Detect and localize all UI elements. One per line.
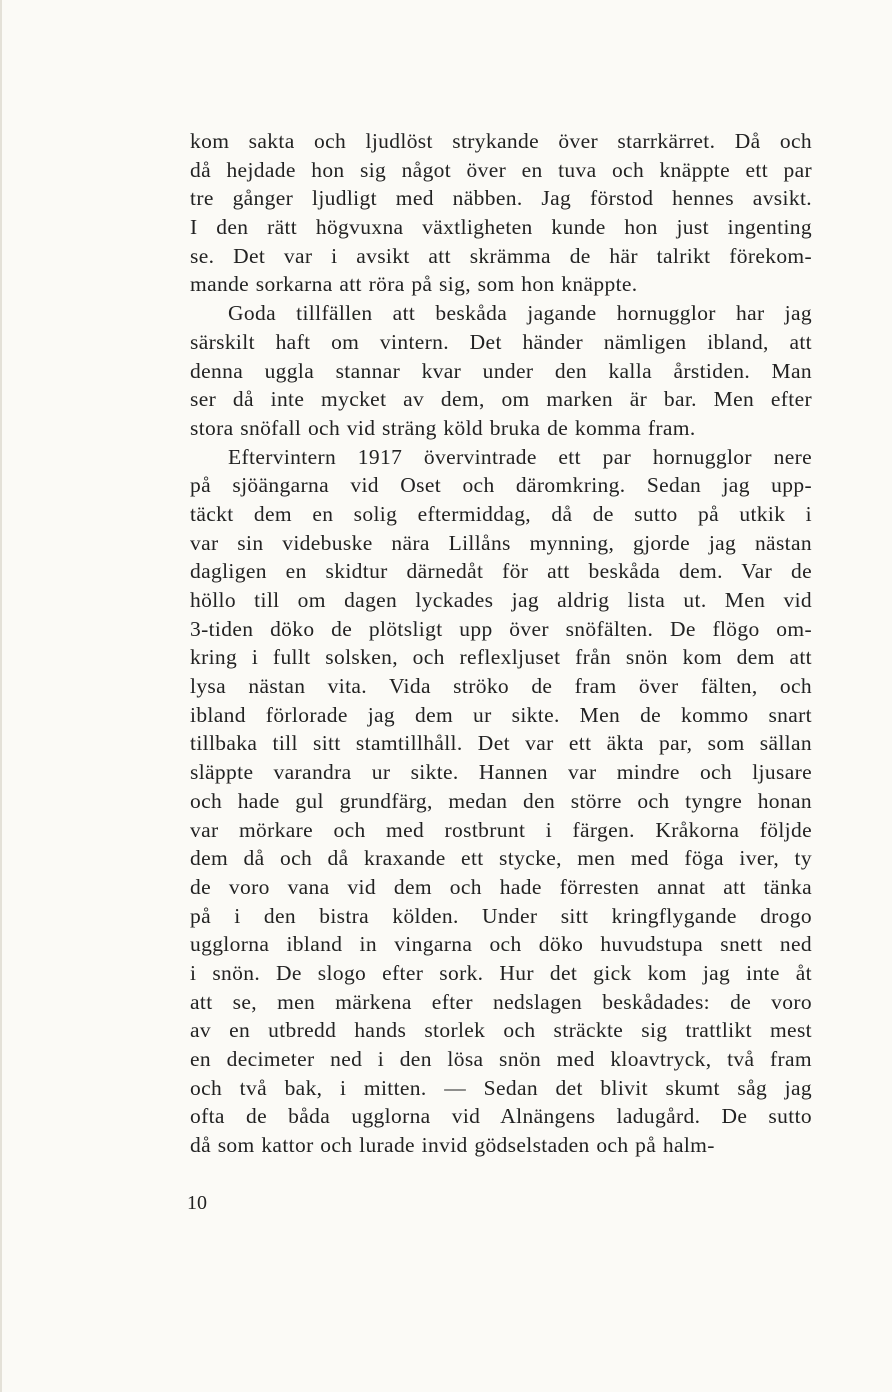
text-line: mande sorkarna att röra på sig, som hon knäppte. bbox=[190, 272, 638, 297]
text-line: i snön. De slogo efter sork. Hur det gick kom jag inte åt bbox=[190, 960, 812, 985]
text-line: dem då och då kraxande ett stycke, men med föga iver, ty bbox=[190, 846, 812, 871]
text-line: I den rätt högvuxna växtligheten kunde hon just ingenting bbox=[190, 215, 812, 240]
text-line: stora snöfall och vid sträng köld bruka de komma fram. bbox=[190, 415, 696, 440]
text-line: släppte varandra ur sikte. Hannen var mindre och ljusare bbox=[190, 760, 812, 785]
text-line: då som kattor och lurade invid gödselstaden och på halm- bbox=[190, 1133, 715, 1158]
text-line: en decimeter ned i den lösa snön med kloavtryck, två fram bbox=[190, 1047, 812, 1071]
text-line: var sin videbuske nära Lillåns mynning, gjorde jag nästan bbox=[190, 530, 812, 555]
text-line: se. Det var i avsikt att skrämma de här talrikt förekom- bbox=[190, 243, 812, 268]
text-line: och hade gul grundfärg, medan den större och tyngre honan bbox=[190, 788, 812, 813]
text-line: på i den bistra kölden. Under sitt kringflygande drogo bbox=[190, 903, 812, 928]
text-line: ofta de båda ugglorna vid Alnängens ladugård. De sutto bbox=[190, 1104, 812, 1129]
page-number: 10 bbox=[187, 1192, 207, 1214]
text-line: särskilt haft om vintern. Det händer nämligen ibland, att bbox=[190, 329, 812, 354]
text-line: och två bak, i mitten. — Sedan det blivit skumt såg jag bbox=[190, 1075, 812, 1100]
text-line: tillbaka till sitt stamtillhåll. Det var ett äkta par, som sällan bbox=[190, 731, 812, 756]
paragraph bbox=[190, 443, 812, 1160]
text-line: var mörkare och med rostbrunt i färgen. Kråkorna följde bbox=[190, 817, 812, 842]
text-line: på sjöängarna vid Oset och däromkring. Sedan jag upp- bbox=[190, 473, 812, 498]
text-line: då hejdade hon sig något över en tuva och knäppte ett par bbox=[190, 157, 812, 182]
text-line: 3-tiden döko de plötsligt upp över snöfälten. De flögo om- bbox=[190, 616, 812, 641]
text-line: täckt dem en solig eftermiddag, då de sutto på utkik i bbox=[190, 501, 812, 526]
text-line: dagligen en skidtur därnedåt för att beskåda dem. Var de bbox=[190, 559, 812, 584]
text-line: Goda tillfällen att beskåda jagande hornugglor har jag bbox=[228, 301, 812, 326]
text-line: höllo till om dagen lyckades jag aldrig lista ut. Men vid bbox=[190, 588, 812, 612]
text-line: ser då inte mycket av dem, om marken är bar. Men efter bbox=[190, 387, 812, 412]
text-line: kom sakta och ljudlöst strykande över starrkärret. Då och bbox=[190, 129, 812, 153]
body-text bbox=[190, 127, 812, 1160]
text-line: ibland förlorade jag dem ur sikte. Men de kommo snart bbox=[190, 702, 812, 727]
text-line: av en utbredd hands storlek och sträckte sig trattlikt mest bbox=[190, 1018, 812, 1043]
paragraph bbox=[190, 299, 812, 442]
text-line: tre gånger ljudligt med näbben. Jag förstod hennes avsikt. bbox=[190, 186, 812, 211]
text-line: att se, men märkena efter nedslagen beskådades: de voro bbox=[190, 989, 812, 1014]
paragraph bbox=[190, 127, 812, 299]
text-line: denna uggla stannar kvar under den kalla årstiden. Man bbox=[190, 358, 812, 383]
text-line: lysa nästan vita. Vida strökо de fram över fälten, och bbox=[190, 674, 812, 699]
text-line: kring i fullt solsken, och reflexljuset från snön kom dem att bbox=[190, 645, 812, 670]
text-line: ugglorna ibland in vingarna och döko huvudstupa snett ned bbox=[190, 932, 812, 957]
text-line: de voro vana vid dem och hade förresten annat att tänka bbox=[190, 874, 812, 899]
text-line: Eftervintern 1917 övervintrade ett par hornugglor nere bbox=[228, 444, 812, 469]
